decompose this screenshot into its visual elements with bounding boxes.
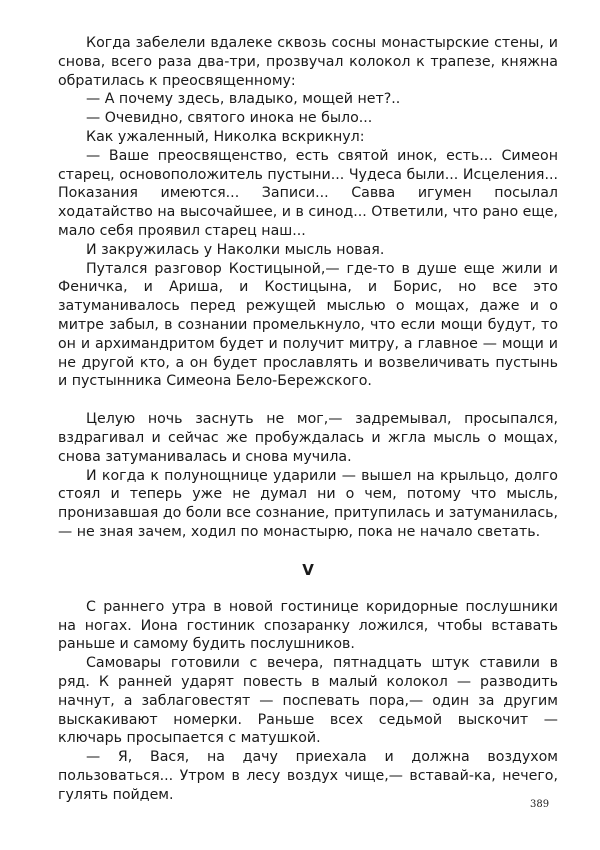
paragraph: Когда забелели вдалеке сквозь сосны монастырские стены, и снова, всего раза два-три, прозвучал колокол к трапезе, княжна обратилась к преосвященному: [58, 35, 558, 89]
paragraph: И когда к полунощнице ударили — вышел на крыльцо, долго стоял и теперь уже не думал ни о чем, потому что мысль, пронизавшая до боли все сознание, притупилась и затуманилась,— не зная зачем, ходил по монастырю, пока не начало светать. [58, 467, 558, 540]
paragraph: — Ваше преосвященство, есть святой инок, есть... Симеон старец, основоположитель пустыни... Чудеса были... Исцеления... Показания имеются... Записи... Савва игумен посылал ходатайство на высочайшее, и в синод... Ответили, что рано еще, мало себя проявил старец наш... [58, 147, 558, 239]
paragraph: И закружилась у Наколки мысль новая. [86, 241, 385, 258]
chapter-heading: V [302, 560, 314, 579]
paragraph: Самовары готовили с вечера, пятнадцать штук ставили в ряд. К ранней ударят повесть в малый колокол — разводить начнут, а заблаговестят — поспевать пора,— один за другим выскакивают номерки. Раньше всех седьмой выскочит — ключарь просыпается с матушкой. [58, 655, 558, 747]
paragraph: — А почему здесь, владыко, мощей нет?.. [86, 91, 401, 108]
section-break [58, 391, 558, 410]
paragraph: Путался разговор Костицыной,— где-то в душе еще жили и Феничка, и Ариша, и Костицына, и Борис, но все это затуманивалось перед режущей мыслью о мощах, даже и о митре забыл, в сознании промелькнуло, что если мощи будут, то он и архимандритом будет и получит митру, а главное — мощи и не другой кто, а он будет прославлять и возвеличивать пустынь и пустынника Симеона Бело-Бережского. [58, 260, 558, 390]
page-body [58, 34, 558, 804]
paragraph: Целую ночь заснуть не мог,— задремывал, просыпался, вздрагивал и сейчас же пробуждалась и жгла мысль о мощах, снова затуманивалась и снова мучила. [58, 411, 558, 465]
page-number: 389 [530, 799, 550, 810]
paragraph: — Очевидно, святого инока не было... [86, 110, 373, 127]
paragraph: Как ужаленный, Николка вскрикнул: [86, 128, 365, 145]
paragraph: — Я, Вася, на дачу приехала и должна воздухом пользоваться... Утром в лесу воздух чище,— вставай-ка, нечего, гулять пойдем. [58, 749, 558, 803]
paragraph: С раннего утра в новой гостинице коридорные послушники на ногах. Иона гостиник спозаранку ложился, чтобы вставать раньше и самому будить послушников. [58, 598, 558, 653]
